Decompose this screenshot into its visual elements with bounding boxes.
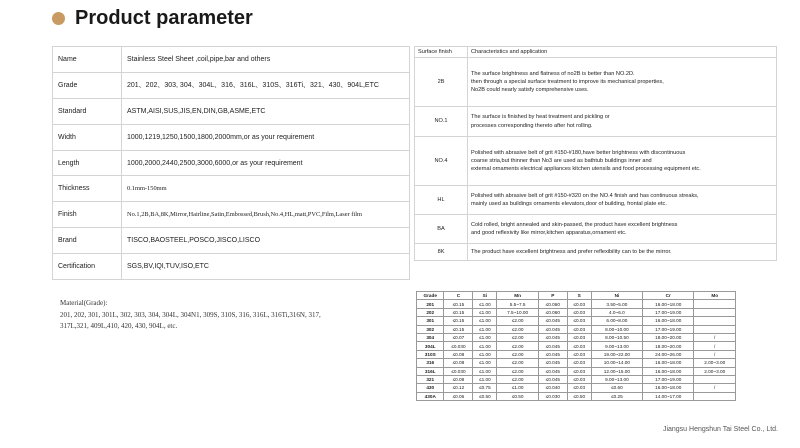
- finish-name: 2B: [415, 58, 468, 107]
- composition-cell: ≤0.15: [444, 300, 473, 308]
- composition-cell: 8.00~10.00: [591, 325, 642, 333]
- composition-cell: [694, 300, 736, 308]
- composition-cell: ≤0.045: [538, 317, 567, 325]
- composition-row: [417, 359, 736, 367]
- composition-cell: 6.00~8.00: [591, 317, 642, 325]
- composition-cell: 316L: [417, 367, 444, 375]
- composition-cell: 16.00~18.00: [643, 367, 694, 375]
- composition-cell: 304: [417, 333, 444, 341]
- composition-cell: ≤2.00: [497, 325, 539, 333]
- composition-cell: ≤1.00: [473, 317, 497, 325]
- composition-header-cell: Grade: [417, 292, 444, 300]
- composition-cell: ≤0.03: [567, 342, 591, 350]
- material-title: Material(Grade):: [60, 299, 108, 307]
- composition-cell: ≤0.03: [567, 308, 591, 316]
- composition-row: [417, 367, 736, 375]
- composition-cell: ≤0.25: [591, 392, 642, 400]
- finish-description-line: and good reflexivity like mirror,kitchen apparatus,ornament etc.: [471, 230, 627, 236]
- composition-cell: 3.50~5.00: [591, 300, 642, 308]
- finish-row: [415, 215, 777, 244]
- composition-cell: ≤1.00: [473, 375, 497, 383]
- composition-cell: 16.00~18.00: [643, 317, 694, 325]
- composition-cell: ≤0.03: [567, 300, 591, 308]
- material-line: 317L,321, 409L,410, 420, 430, 904L, etc.: [60, 322, 178, 330]
- composition-cell: ≤1.00: [473, 308, 497, 316]
- composition-cell: 18.00~20.00: [643, 342, 694, 350]
- composition-cell: 304L: [417, 342, 444, 350]
- composition-cell: ≤0.045: [538, 342, 567, 350]
- composition-cell: ≤0.03: [567, 350, 591, 358]
- composition-cell: ≤0.50: [497, 392, 539, 400]
- composition-cell: ≤0.15: [444, 317, 473, 325]
- spec-label: Finish: [53, 202, 122, 228]
- spec-row: [53, 72, 410, 98]
- composition-cell: 14.00~17.00: [643, 392, 694, 400]
- composition-cell: ≤0.030: [444, 367, 473, 375]
- composition-cell: ≤1.00: [473, 325, 497, 333]
- composition-cell: 4.0~6.0: [591, 308, 642, 316]
- finish-header-row: [415, 47, 777, 58]
- composition-row: [417, 342, 736, 350]
- composition-cell: [694, 317, 736, 325]
- section-header: [52, 6, 253, 30]
- material-note: [60, 298, 390, 333]
- finish-table: [414, 46, 777, 261]
- finish-name: NO.1: [415, 107, 468, 137]
- finish-row: [415, 107, 777, 137]
- spec-row: [53, 124, 410, 150]
- composition-cell: ≤0.060: [538, 308, 567, 316]
- composition-header-cell: Cr: [643, 292, 694, 300]
- composition-cell: ≤0.07: [444, 333, 473, 341]
- finish-row: [415, 244, 777, 261]
- composition-cell: ≤0.045: [538, 375, 567, 383]
- composition-cell: ≤1.00: [473, 367, 497, 375]
- composition-header-cell: S: [567, 292, 591, 300]
- finish-description-line: Polished with abrasive belt of grit #150-#180,have better brightness with discontinuous: [471, 149, 686, 156]
- composition-cell: ≤0.045: [538, 350, 567, 358]
- composition-cell: 18.00~20.00: [643, 333, 694, 341]
- composition-cell: 2.00~3.00: [694, 367, 736, 375]
- spec-value: SGS,BV,IQI,TUV,ISO,ETC: [122, 254, 410, 280]
- composition-cell: [694, 392, 736, 400]
- composition-cell: 16.00~18.00: [643, 300, 694, 308]
- composition-row: [417, 333, 736, 341]
- finish-description: [468, 244, 777, 261]
- spec-row: [53, 228, 410, 254]
- finish-description-line: coarse stria,but thinner than No3 are used as bathtub buildings inner and: [471, 157, 652, 164]
- composition-cell: ≤0.03: [567, 375, 591, 383]
- company-footer: Jiangsu Hengshun Tai Steel Co., Ltd.: [662, 426, 778, 433]
- composition-cell: ≤0.12: [444, 384, 473, 392]
- composition-cell: ≤0.040: [538, 384, 567, 392]
- finish-description-line: The surface is finished by heat treatment and pickling or: [471, 114, 610, 121]
- composition-cell: ≤0.50: [567, 392, 591, 400]
- spec-value: Stainless Steel Sheet ,coil,pipe,bar and others: [122, 47, 410, 73]
- composition-row: [417, 384, 736, 392]
- composition-cell: ≤2.00: [497, 350, 539, 358]
- composition-cell: 16.00~18.00: [643, 384, 694, 392]
- composition-cell: ≤1.00: [473, 342, 497, 350]
- spec-row: [53, 98, 410, 124]
- spec-label: Grade: [53, 72, 122, 98]
- composition-cell: /: [694, 333, 736, 341]
- finish-description: [468, 58, 777, 107]
- composition-cell: 17.00~19.00: [643, 308, 694, 316]
- composition-cell: ≤0.60: [591, 384, 642, 392]
- composition-row: [417, 392, 736, 400]
- composition-cell: ≤0.08: [444, 375, 473, 383]
- composition-cell: ≤0.045: [538, 367, 567, 375]
- composition-cell: ≤0.030: [538, 392, 567, 400]
- composition-cell: 310S: [417, 350, 444, 358]
- composition-cell: [694, 325, 736, 333]
- composition-cell: 17.00~19.00: [643, 375, 694, 383]
- spec-label: Brand: [53, 228, 122, 254]
- composition-row: [417, 375, 736, 383]
- composition-cell: ≤1.00: [473, 333, 497, 341]
- composition-header-cell: P: [538, 292, 567, 300]
- composition-cell: 9.00~13.00: [591, 342, 642, 350]
- composition-cell: ≤0.03: [567, 359, 591, 367]
- finish-description-line: The surface brightness and flatness of no2B is better than NO.2D.: [471, 70, 635, 77]
- spec-table: [52, 46, 410, 280]
- composition-cell: 302: [417, 325, 444, 333]
- composition-cell: ≤0.060: [538, 300, 567, 308]
- spec-row: [53, 254, 410, 280]
- finish-row: [415, 137, 777, 186]
- finish-row: [415, 58, 777, 107]
- composition-cell: 201: [417, 300, 444, 308]
- finish-description-line: processes corresponding thereto after hot rolling.: [471, 122, 593, 129]
- composition-cell: 202: [417, 308, 444, 316]
- spec-value: TISCO,BAOSTEEL,POSCO,JISCO,LISCO: [122, 228, 410, 254]
- composition-cell: ≤0.08: [444, 359, 473, 367]
- spec-value: 1000,2000,2440,2500,3000,6000,or as your requirement: [122, 150, 410, 176]
- composition-cell: ≤0.03: [567, 333, 591, 341]
- finish-name: 8K: [415, 244, 468, 261]
- finish-row: [415, 186, 777, 215]
- composition-row: [417, 308, 736, 316]
- composition-cell: ≤1.00: [473, 350, 497, 358]
- finish-description-line: Cold rolled, bright annealed and skin-passed, the product have excellent brightness: [471, 221, 678, 228]
- finish-name: HL: [415, 186, 468, 215]
- finish-description-line: Polished with abrasive belt of grit #150-#320 on the NO.4 finish and has continuous streaks,: [471, 192, 699, 199]
- finish-description: [468, 107, 777, 137]
- page-title: Product parameter: [75, 6, 253, 29]
- composition-cell: 24.00~26.00: [643, 350, 694, 358]
- composition-cell: 8.00~10.50: [591, 333, 642, 341]
- composition-cell: 19.00~22.00: [591, 350, 642, 358]
- spec-label: Length: [53, 150, 122, 176]
- composition-cell: ≤2.00: [497, 342, 539, 350]
- composition-cell: 430: [417, 384, 444, 392]
- spec-value: No.1,2B,BA,8K,Mirror,Hairline,Satin,Embossed,Brush,No.4,HL,matt,PVC,Film,Laser film: [122, 202, 410, 228]
- finish-description-line: No2B could nearly satisfy comprehensive uses.: [471, 87, 589, 94]
- composition-cell: 7.5~10.00: [497, 308, 539, 316]
- composition-cell: 12.00~15.00: [591, 367, 642, 375]
- composition-cell: ≤0.03: [567, 325, 591, 333]
- composition-header-cell: Mn: [497, 292, 539, 300]
- composition-header-cell: Mo: [694, 292, 736, 300]
- composition-cell: [694, 308, 736, 316]
- composition-cell: ≤0.06: [444, 392, 473, 400]
- composition-cell: ≤1.00: [473, 300, 497, 308]
- composition-cell: 316: [417, 359, 444, 367]
- composition-cell: ≤1.00: [497, 384, 539, 392]
- spec-label: Name: [53, 47, 122, 73]
- composition-cell: ≤0.03: [567, 384, 591, 392]
- spec-row: [53, 47, 410, 73]
- finish-description-line: The product have excellent brightness and prefer reflexibility can to be the mirror.: [471, 248, 672, 255]
- composition-cell: 10.00~14.00: [591, 359, 642, 367]
- spec-label: Width: [53, 124, 122, 150]
- composition-header-cell: C: [444, 292, 473, 300]
- spec-value: 1000,1219,1250,1500,1800,2000mm,or as your requirement: [122, 124, 410, 150]
- composition-header-cell: Ni: [591, 292, 642, 300]
- finish-description-line: mainly used as buildings ornaments elevators,door of building, frontal plate etc.: [471, 201, 667, 207]
- finish-description-line: external ornaments electrical appliances kitchen utensils and food processing equipment etc.: [471, 166, 701, 173]
- composition-cell: /: [694, 342, 736, 350]
- finish-header-characteristics: Characteristics and application: [468, 47, 777, 58]
- composition-cell: 301: [417, 317, 444, 325]
- composition-cell: 17.00~19.00: [643, 325, 694, 333]
- finish-description-line: then through a special surface treatment to improve its mechanical properties,: [471, 78, 664, 85]
- finish-name: NO.4: [415, 137, 468, 186]
- composition-row: [417, 317, 736, 325]
- finish-description: [468, 137, 777, 186]
- composition-row: [417, 300, 736, 308]
- spec-row: [53, 176, 410, 202]
- composition-cell: ≤2.00: [497, 367, 539, 375]
- material-line: 201, 202, 301, 301L, 302, 303, 304, 304L, 304N1, 309S, 310S, 316, 316L, 316Ti,316N, 317,: [60, 310, 321, 319]
- composition-cell: ≤0.03: [567, 367, 591, 375]
- finish-description: [468, 186, 777, 215]
- composition-cell: /: [694, 350, 736, 358]
- finish-header-finish: Surface finish: [415, 47, 468, 58]
- composition-cell: 430A: [417, 392, 444, 400]
- composition-cell: ≤0.03: [567, 317, 591, 325]
- spec-label: Certification: [53, 254, 122, 280]
- composition-cell: ≤2.00: [497, 375, 539, 383]
- composition-table: [416, 291, 736, 401]
- composition-cell: ≤0.15: [444, 325, 473, 333]
- bullet-dot-icon: [52, 12, 65, 25]
- composition-cell: [694, 375, 736, 383]
- spec-label: Standard: [53, 98, 122, 124]
- composition-cell: 321: [417, 375, 444, 383]
- spec-row: [53, 202, 410, 228]
- composition-cell: ≤0.045: [538, 359, 567, 367]
- composition-cell: ≤0.045: [538, 333, 567, 341]
- composition-cell: ≤0.15: [444, 308, 473, 316]
- composition-cell: /: [694, 384, 736, 392]
- composition-cell: ≤2.00: [497, 317, 539, 325]
- spec-row: [53, 150, 410, 176]
- composition-header-cell: Si: [473, 292, 497, 300]
- composition-row: [417, 350, 736, 358]
- composition-cell: 16.00~18.00: [643, 359, 694, 367]
- finish-name: BA: [415, 215, 468, 244]
- spec-value: ASTM,AISI,SUS,JIS,EN,DIN,GB,ASME,ETC: [122, 98, 410, 124]
- composition-cell: ≤2.00: [497, 333, 539, 341]
- composition-cell: 5.5~7.5: [497, 300, 539, 308]
- composition-cell: ≤2.00: [497, 359, 539, 367]
- finish-description: [468, 215, 777, 244]
- spec-value: 201、202、303, 304、304L、316、316L、310S、316Ti、321、430、904L,ETC: [122, 72, 410, 98]
- spec-label: Thickness: [53, 176, 122, 202]
- composition-cell: 2.00~3.00: [694, 359, 736, 367]
- composition-cell: 9.00~13.00: [591, 375, 642, 383]
- composition-cell: ≤0.030: [444, 342, 473, 350]
- composition-cell: ≤0.08: [444, 350, 473, 358]
- spec-value: 0.1mm-150mm: [122, 176, 410, 202]
- composition-cell: ≤1.00: [473, 359, 497, 367]
- composition-cell: ≤0.50: [473, 392, 497, 400]
- composition-row: [417, 325, 736, 333]
- composition-cell: ≤0.75: [473, 384, 497, 392]
- composition-cell: ≤0.045: [538, 325, 567, 333]
